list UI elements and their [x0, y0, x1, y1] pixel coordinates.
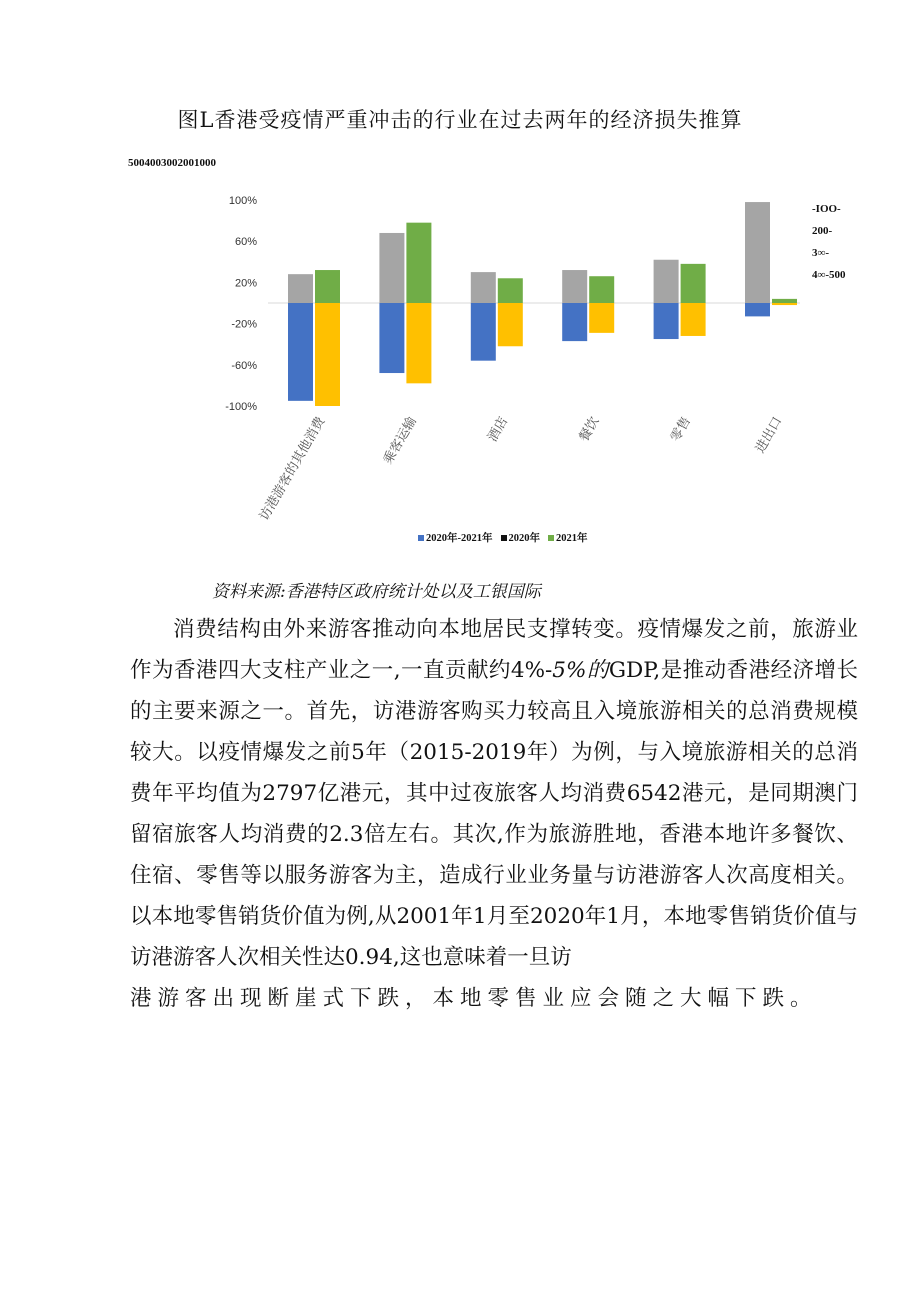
bar-chart [0, 0, 920, 560]
bar [288, 274, 313, 303]
y-tick-label: 100% [228, 195, 257, 207]
x-tick-label: 零售 [668, 414, 695, 445]
legend-swatch [548, 535, 554, 541]
x-tick-label: 酒店 [485, 414, 512, 445]
legend-item [501, 530, 541, 545]
right-axis-caption-line: 3∞- [812, 247, 830, 259]
bar [315, 303, 340, 406]
bar [471, 303, 496, 361]
body-paragraph [130, 609, 858, 1019]
right-axis-caption-line: -IOO- [812, 203, 841, 215]
bar [471, 272, 496, 303]
x-tick-label: 餐饮 [576, 414, 603, 445]
figure-source: 资料来源:香港特区政府统计处以及工银国际 [212, 582, 541, 602]
legend-item [548, 530, 588, 545]
bar [589, 303, 614, 333]
y-tick-label: -100% [225, 401, 257, 413]
x-tick-label: 访港游客的其他消费 [256, 414, 329, 524]
bar [681, 264, 706, 303]
x-tick-label: 乘客运输 [380, 414, 420, 468]
bar [406, 303, 431, 383]
bar [498, 303, 523, 346]
bar [654, 260, 679, 303]
bar [745, 202, 770, 303]
paragraph [130, 609, 858, 1019]
y-axis [225, 195, 257, 413]
right-axis-caption-line: 200- [812, 225, 833, 237]
bar [379, 233, 404, 303]
legend-swatch [501, 535, 507, 541]
paragraph-text: GDP,是推动香港经济增长的主要来源之一。首先，访港游客购买力较高且入境旅游相关的总消费规模较大。以疫情爆发之前5年（2015-2019年）为例，与入境旅游相关的总消费年平均值为2797亿港元，其中过夜旅客人均消费6542港元，是同期澳门留宿旅客人均消费的2.3倍左右。其次,作为旅游胜地，香港本地许多餐饮、住宿、零售等以服务游客为主，造成行业业务量与访港游客人次高度相关。以本地零售销货价值为例,从2001年1月至2020年1月，本地零售销货价值与访港游客人次相关性达0.94,这也意味着一旦访 [130, 658, 859, 970]
bar [681, 303, 706, 336]
bar [406, 223, 431, 303]
paragraph-text: 消费结构由外来游客推动向本地居民支撑转变。疫情爆发之前，旅游业作为香港四大支柱产业之一,一直贡献约4%- [130, 617, 858, 683]
y-tick-label: -20% [231, 318, 257, 331]
chart-legend [418, 530, 588, 545]
bar [589, 276, 614, 303]
y-tick-label: -60% [231, 359, 257, 372]
bar [498, 278, 523, 303]
y-tick-label: 20% [234, 277, 257, 290]
legend-label: 2020年 [508, 533, 540, 544]
bar [772, 299, 797, 303]
bar [288, 303, 313, 401]
y-tick-label: 60% [234, 236, 257, 249]
x-axis-labels [256, 413, 785, 523]
bar [562, 270, 587, 303]
legend-swatch [418, 535, 424, 541]
bar [772, 303, 797, 305]
bar [654, 303, 679, 339]
bar [315, 270, 340, 303]
x-tick-label: 进出口 [752, 414, 786, 456]
right-axis-caption-line: 4∞-500 [812, 269, 846, 281]
legend-label: 2021年 [556, 533, 588, 544]
bar [379, 303, 404, 373]
bar [562, 303, 587, 341]
italic-text: 5%的 [552, 658, 609, 683]
bars [288, 202, 797, 406]
legend-label: 2020年-2021年 [426, 533, 493, 544]
figure-title: 图L香港受疫情严重冲击的行业在过去两年的经济损失推算 [177, 108, 743, 132]
paragraph-last-line: 港游客出现断崖式下跌，本地零售业应会随之大幅下跌。 [130, 986, 818, 1011]
legend-item [418, 530, 493, 545]
bar [745, 303, 770, 316]
left-axis-caption: 5004003002001000 [128, 157, 216, 169]
